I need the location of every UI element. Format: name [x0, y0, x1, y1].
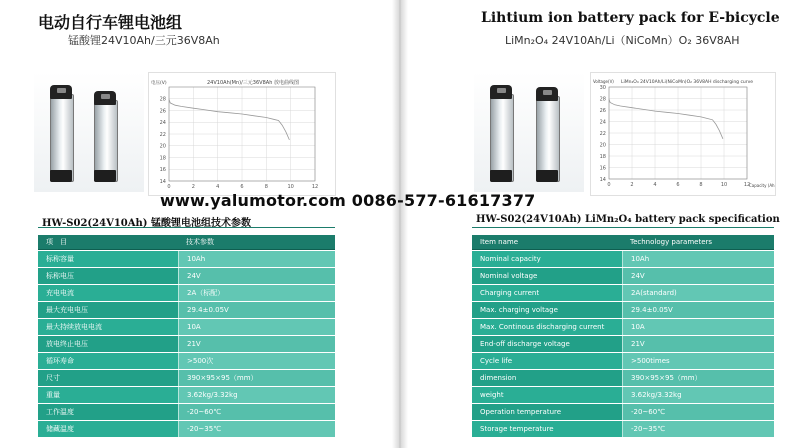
battery-photo-right [474, 72, 584, 192]
table-row [472, 302, 774, 318]
battery-pack-image [94, 100, 118, 182]
table-cell-item: 尺寸 [38, 370, 178, 386]
table-row [472, 404, 774, 420]
table-cell-item: Charging current [472, 285, 622, 301]
chart-y-label: Voltage(V) [593, 79, 614, 84]
x-tick-label: 12 [311, 184, 319, 190]
table-cell-value: 10A [178, 319, 335, 335]
table-cell-item: 充电电流 [38, 285, 178, 301]
battery-pack-image [50, 94, 74, 182]
table-cell-item: 重量 [38, 387, 178, 403]
x-tick-label: 4 [653, 182, 657, 188]
table-cell-item: Nominal capacity [472, 251, 622, 267]
battery-pack-image [490, 94, 514, 182]
table-row [38, 370, 335, 386]
table-row [472, 387, 774, 403]
table-cell-item: 标称容量 [38, 251, 178, 267]
page-title-cn: 电动自行车锂电池组 [38, 13, 183, 32]
table-cell-value: 21V [178, 336, 335, 352]
table-cell-value: -20~35℃ [178, 421, 335, 437]
book-spine [392, 0, 408, 448]
table-cell-value: >500次 [178, 353, 335, 369]
discharge-chart-en-svg [591, 73, 775, 195]
table-row [472, 370, 774, 386]
table-cell-item: weight [472, 387, 622, 403]
x-tick-label: 10 [287, 184, 294, 190]
chart-title: LiMn₂O₄ 24V10Ah/Li(NiCoMn)O₂ 36V8AH discharging curve [621, 80, 754, 85]
table-cell-value: -20~60℃ [622, 404, 774, 420]
table-header-param: Technology parameters [622, 235, 774, 250]
y-tick-label: 26 [159, 108, 166, 115]
battery-photo-left [34, 72, 144, 192]
x-tick-label: 12 [743, 182, 751, 188]
table-cell-item: 标称电压 [38, 268, 178, 284]
table-cell-value: 3.62kg/3.32kg [622, 387, 774, 403]
table-cell-value: 10Ah [622, 251, 774, 267]
y-tick-label: 14 [599, 176, 606, 183]
y-tick-label: 18 [599, 153, 606, 160]
y-tick-label: 22 [599, 130, 606, 137]
chart-y-label: 电压(V) [151, 81, 167, 86]
table-header-item: Item name [472, 235, 622, 250]
y-tick-label: 14 [159, 178, 166, 185]
y-tick-label: 22 [159, 131, 166, 138]
x-tick-label: 6 [676, 182, 680, 188]
table-cell-item: 储藏温度 [38, 421, 178, 437]
y-tick-label: 16 [599, 165, 606, 172]
x-tick-label: 10 [720, 182, 728, 188]
table-cell-value: 24V [178, 268, 335, 284]
table-cell-item: Operation temperature [472, 404, 622, 420]
table-row [38, 285, 335, 301]
table-row [472, 336, 774, 352]
page-title-en: Lihtium ion battery pack for E-bicycle [481, 10, 780, 26]
table-cell-item: 循环寿命 [38, 353, 178, 369]
x-tick-label: 6 [240, 184, 244, 190]
spec-table-cn [38, 234, 335, 438]
table-header-param: 技术参数 [178, 235, 335, 250]
table-cell-value: 10Ah [178, 251, 335, 267]
x-tick-label: 2 [630, 182, 634, 188]
table-cell-value: 390×95×95（mm） [622, 370, 774, 386]
table-cell-value: 29.4±0.05V [178, 302, 335, 318]
table-row [472, 421, 774, 437]
x-tick-label: 2 [191, 184, 195, 190]
website-and-phone: www.yalumotor.com 0086-577-61617377 [160, 191, 536, 210]
table-cell-value: 29.4±0.05V [622, 302, 774, 318]
discharge-chart-en [590, 72, 776, 196]
table-cell-value: 390×95×95（mm） [178, 370, 335, 386]
discharge-chart-cn [148, 72, 336, 196]
table-cell-value: >500times [622, 353, 774, 369]
table-cell-item: Max. Continous discharging current [472, 319, 622, 335]
table-cell-item: Cycle life [472, 353, 622, 369]
table-cell-item: Storage temperature [472, 421, 622, 437]
page-subtitle-cn: 锰酸锂24V10Ah/三元36V8Ah [68, 34, 220, 47]
table-cell-item: Max. charging voltage [472, 302, 622, 318]
y-tick-label: 26 [599, 107, 606, 114]
table-cell-item: 最大充电电压 [38, 302, 178, 318]
y-tick-label: 24 [599, 119, 606, 126]
y-tick-label: 24 [159, 120, 166, 127]
table-row [38, 404, 335, 420]
x-tick-label: 8 [264, 184, 268, 190]
y-tick-label: 20 [599, 142, 606, 149]
page-subtitle-en: LiMn₂O₄ 24V10Ah/Li（NiCoMn）O₂ 36V8AH [505, 34, 740, 47]
table-cell-value: 21V [622, 336, 774, 352]
table-cell-item: 放电终止电压 [38, 336, 178, 352]
table-row [38, 302, 335, 318]
y-tick-label: 20 [159, 143, 166, 150]
table-row [38, 421, 335, 437]
table-row [38, 387, 335, 403]
table-cell-item: dimension [472, 370, 622, 386]
table-row [472, 268, 774, 284]
table-cell-value: 2A(standard) [622, 285, 774, 301]
table-row [472, 285, 774, 301]
table-row [38, 268, 335, 284]
y-tick-label: 16 [159, 167, 166, 174]
table-row [472, 251, 774, 267]
x-tick-label: 8 [699, 182, 703, 188]
discharge-chart-cn-svg [149, 73, 335, 195]
table-cell-item: 最大持续放电电流 [38, 319, 178, 335]
spec-table-en [472, 234, 774, 438]
table-row [472, 353, 774, 369]
table-cell-item: Nominal voltage [472, 268, 622, 284]
x-tick-label: 4 [216, 184, 220, 190]
table-cell-value: 24V [622, 268, 774, 284]
chart-x-label: Capacity (Ah) [749, 183, 775, 188]
table-row [38, 353, 335, 369]
table-cell-value: 3.62kg/3.32kg [178, 387, 335, 403]
table-cell-value: -20~35℃ [622, 421, 774, 437]
table-row [472, 319, 774, 335]
table-cell-item: 工作温度 [38, 404, 178, 420]
spec-title-en: HW-S02(24V10Ah) LiMn₂O₄ battery pack specification [476, 214, 780, 225]
x-tick-label: 0 [167, 184, 171, 190]
table-row [38, 251, 335, 267]
battery-pack-image [536, 96, 560, 182]
y-tick-label: 28 [159, 96, 166, 103]
table-cell-item: End-off discharge voltage [472, 336, 622, 352]
table-row [38, 319, 335, 335]
y-tick-label: 18 [159, 155, 166, 162]
table-cell-value: -20~60℃ [178, 404, 335, 420]
table-row [38, 336, 335, 352]
table-header-item: 项 目 [38, 235, 178, 250]
spec-title-cn: HW-S02(24V10Ah) 锰酸锂电池组技术参数 [42, 218, 251, 229]
y-tick-label: 30 [599, 84, 606, 91]
table-cell-value: 2A（标配） [178, 285, 335, 301]
table-cell-value: 10A [622, 319, 774, 335]
x-tick-label: 0 [607, 182, 611, 188]
y-tick-label: 28 [599, 96, 606, 103]
chart-title: 24V10Ah(Mn)/三元36V8Ah 放电曲线图 [207, 80, 299, 86]
